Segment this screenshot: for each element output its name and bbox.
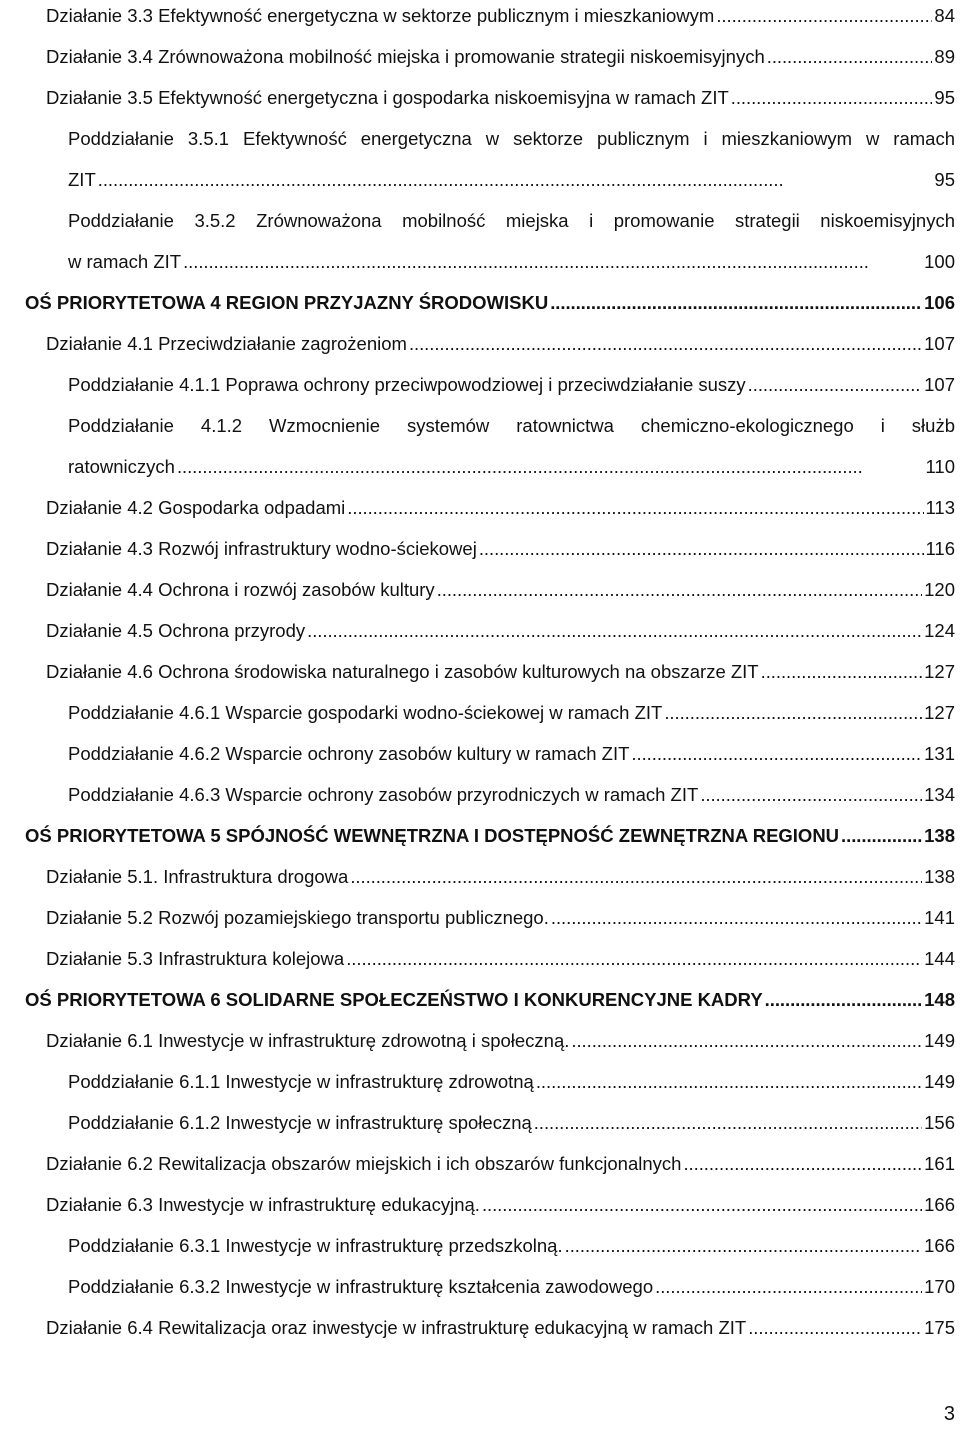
toc-entry-line (46, 84, 955, 112)
toc-entry-line (68, 1232, 955, 1260)
toc-entry-title: w ramach ZIT (68, 251, 182, 272)
toc-entry[interactable] (0, 576, 960, 608)
toc-entry-page: 100 (924, 251, 955, 272)
dot-leader (716, 2, 932, 30)
toc-entry[interactable] (0, 699, 960, 731)
toc-entry-line (46, 863, 955, 891)
toc-entry-line (46, 1150, 955, 1178)
toc-entry-page: 156 (924, 1112, 955, 1133)
toc-entry-line (68, 453, 955, 481)
toc-entry[interactable] (0, 43, 960, 75)
toc-entry-line (46, 1027, 955, 1055)
dot-leader (307, 617, 922, 645)
toc-entry-line (46, 43, 955, 71)
toc-entry-title-line1: Poddziałanie 4.1.2 Wzmocnienie systemów ratownictwa chemiczno-ekologicznego i służb (68, 415, 955, 436)
toc-entry-title: Działanie 6.4 Rewitalizacja oraz inwestycje w infrastrukturę edukacyjną w ramach ZIT (46, 1317, 747, 1338)
dot-leader (731, 84, 933, 112)
toc-entry-page: 120 (924, 579, 955, 600)
dot-leader (631, 740, 922, 768)
dot-leader (748, 1314, 922, 1342)
toc-entry-page: 149 (924, 1071, 955, 1092)
toc-entry[interactable] (0, 1027, 960, 1059)
toc-entry-page: 95 (934, 87, 955, 108)
toc-entry-title: Działanie 5.3 Infrastruktura kolejowa (46, 948, 345, 969)
toc-entry-page: 148 (924, 989, 955, 1010)
toc-entry[interactable] (0, 1150, 960, 1182)
toc-entry[interactable] (0, 740, 960, 772)
toc-entry-title: OŚ PRIORYTETOWA 4 REGION PRZYJAZNY ŚRODOWISKU (25, 292, 549, 313)
toc-entry-line (46, 1314, 955, 1342)
toc-entry-title: ratowniczych (68, 456, 175, 477)
dot-leader (177, 453, 924, 481)
toc-entry-title: Poddziałanie 4.1.1 Poprawa ochrony przeciwpowodziowej i przeciwdziałanie suszy (68, 374, 746, 395)
toc-entry-page: 110 (925, 456, 955, 477)
dot-leader (479, 535, 924, 563)
dot-leader (761, 658, 923, 686)
toc-entry-line (46, 617, 955, 645)
toc-entry-title: Działanie 4.4 Ochrona i rozwój zasobów kultury (46, 579, 435, 600)
toc-entry-line (68, 740, 955, 768)
dot-leader (350, 863, 922, 891)
toc-entry[interactable] (0, 945, 960, 977)
toc-entry-line (46, 494, 955, 522)
toc-entry-page: 144 (924, 948, 955, 969)
toc-entry-title: OŚ PRIORYTETOWA 5 SPÓJNOŚĆ WEWNĘTRZNA I DOSTĘPNOŚĆ ZEWNĘTRZNA REGIONU (25, 825, 840, 846)
toc-entry-page: 161 (924, 1153, 955, 1174)
dot-leader (536, 1068, 922, 1096)
toc-entry[interactable] (0, 781, 960, 813)
toc-entry-page: 107 (924, 374, 955, 395)
toc-entry-title: Działanie 4.2 Gospodarka odpadami (46, 497, 346, 518)
toc-entry-page: 149 (924, 1030, 955, 1051)
toc-entry[interactable] (0, 412, 960, 477)
toc-entry[interactable] (0, 1191, 960, 1223)
dot-leader (765, 986, 922, 1014)
toc-entry-line (25, 289, 955, 317)
toc-entry-line (68, 1068, 955, 1096)
toc-entry-page: 106 (924, 292, 955, 313)
dot-leader (571, 1027, 922, 1055)
toc-entry[interactable] (0, 1109, 960, 1141)
toc-entry-page: 138 (924, 825, 955, 846)
dot-leader (683, 1150, 922, 1178)
toc-entry-title: Działanie 3.3 Efektywność energetyczna w sektorze publicznym i mieszkaniowym (46, 5, 715, 26)
dot-leader (767, 43, 933, 71)
toc-entry[interactable] (0, 617, 960, 649)
toc-entry-title: Działanie 6.2 Rewitalizacja obszarów miejskich i ich obszarów funkcjonalnych (46, 1153, 682, 1174)
toc-entry-line (25, 822, 955, 850)
page-number: 3 (943, 1403, 955, 1425)
toc-entry[interactable] (0, 863, 960, 895)
dot-leader (550, 289, 922, 317)
toc-entry-title: Poddziałanie 6.1.1 Inwestycje w infrastrukturę zdrowotną (68, 1071, 534, 1092)
toc-entry-title: Działanie 4.5 Ochrona przyrody (46, 620, 306, 641)
toc-entry-title: OŚ PRIORYTETOWA 6 SOLIDARNE SPOŁECZEŃSTWO I KONKURENCYJNE KADRY (25, 989, 763, 1010)
toc-entry[interactable] (0, 1232, 960, 1264)
toc-entry-line (68, 781, 955, 809)
toc-entry[interactable] (0, 494, 960, 526)
toc-entry-page: 95 (934, 169, 955, 190)
toc-entry-line (46, 330, 955, 358)
toc-entry-page: 166 (924, 1194, 955, 1215)
toc-entry[interactable] (0, 535, 960, 567)
toc-entry-title: ZIT (68, 169, 96, 190)
toc-entry-title: Działanie 4.1 Przeciwdziałanie zagrożeniom (46, 333, 407, 354)
toc-entry[interactable] (0, 330, 960, 362)
toc-entry-page: 127 (924, 702, 955, 723)
toc-entry[interactable] (0, 84, 960, 116)
toc-entry-title: Działanie 6.1 Inwestycje w infrastrukturę zdrowotną i społeczną. (46, 1030, 570, 1051)
toc-entry-line (46, 945, 955, 973)
toc-entry-title-line1: Poddziałanie 3.5.2 Zrównoważona mobilność miejska i promowanie strategii niskoemisyjnych (68, 210, 955, 231)
toc-entry-line (25, 986, 955, 1014)
toc-entry[interactable] (0, 125, 960, 190)
dot-leader (482, 1191, 922, 1219)
toc-entry-title: Poddziałanie 4.6.1 Wsparcie gospodarki wodno-ściekowej w ramach ZIT (68, 702, 663, 723)
dot-leader (534, 1109, 922, 1137)
toc-entry-line (68, 699, 955, 727)
toc-entry-page: 124 (924, 620, 955, 641)
toc-entry-page: 170 (924, 1276, 955, 1297)
toc-entry-title: Działanie 6.3 Inwestycje w infrastrukturę edukacyjną. (46, 1194, 480, 1215)
dot-leader (551, 904, 922, 932)
toc-entry[interactable] (0, 289, 960, 321)
toc-entry[interactable] (0, 1273, 960, 1305)
dot-leader (183, 248, 922, 276)
dot-leader (700, 781, 922, 809)
dot-leader (409, 330, 922, 358)
toc-entry-page: 89 (934, 46, 955, 67)
toc-entry-page: 107 (924, 333, 955, 354)
toc-entry-title: Poddziałanie 6.1.2 Inwestycje w infrastrukturę społeczną (68, 1112, 532, 1133)
toc-entry-line (68, 371, 955, 399)
toc-entry-line (68, 166, 955, 194)
toc-entry-title: Poddziałanie 4.6.3 Wsparcie ochrony zasobów przyrodniczych w ramach ZIT (68, 784, 699, 805)
dot-leader (748, 371, 922, 399)
toc-entry-title: Działanie 3.5 Efektywność energetyczna i gospodarka niskoemisyjna w ramach ZIT (46, 87, 729, 108)
toc-entry-title: Działanie 3.4 Zrównoważona mobilność miejska i promowanie strategii niskoemisyjnych (46, 46, 765, 67)
toc-entry-title: Działanie 4.3 Rozwój infrastruktury wodno-ściekowej (46, 538, 477, 559)
toc-entry-line (46, 2, 955, 30)
toc-entry-title: Działanie 5.2 Rozwój pozamiejskiego transportu publicznego. (46, 907, 549, 928)
dot-leader (98, 166, 933, 194)
toc-entry[interactable] (0, 371, 960, 403)
toc-entry[interactable] (0, 1314, 960, 1346)
toc-entry-page: 166 (924, 1235, 955, 1256)
toc-entry-page: 131 (924, 743, 955, 764)
dot-leader (565, 1232, 923, 1260)
toc-entry[interactable] (0, 658, 960, 690)
toc-entry[interactable] (0, 986, 960, 1018)
toc-entry[interactable] (0, 822, 960, 854)
toc-entry[interactable] (0, 207, 960, 272)
dot-leader (841, 822, 922, 850)
dot-leader (437, 576, 922, 604)
toc-entry-line (46, 535, 955, 563)
toc-entry-title: Działanie 5.1. Infrastruktura drogowa (46, 866, 349, 887)
toc-entry-title: Działanie 4.6 Ochrona środowiska naturalnego i zasobów kulturowych na obszarze ZIT (46, 661, 759, 682)
toc-entry-title: Poddziałanie 6.3.2 Inwestycje w infrastrukturę kształcenia zawodowego (68, 1276, 654, 1297)
dot-leader (346, 945, 922, 973)
toc-entry-page: 116 (925, 538, 955, 559)
toc-entry-line (68, 248, 955, 276)
toc-entry-page: 175 (924, 1317, 955, 1338)
toc-entry-title: Poddziałanie 6.3.1 Inwestycje w infrastrukturę przedszkolną. (68, 1235, 563, 1256)
toc-entry-page: 134 (924, 784, 955, 805)
toc-entry[interactable] (0, 2, 960, 34)
toc-entry-page: 141 (924, 907, 955, 928)
toc-entry-line (46, 658, 955, 686)
toc-entry-line (46, 1191, 955, 1219)
toc-entry-page: 138 (924, 866, 955, 887)
toc-entry-line (68, 1273, 955, 1301)
dot-leader (347, 494, 923, 522)
toc-entry-title: Poddziałanie 4.6.2 Wsparcie ochrony zasobów kultury w ramach ZIT (68, 743, 630, 764)
toc-entry-page: 127 (924, 661, 955, 682)
toc-entry-title-line1: Poddziałanie 3.5.1 Efektywność energetyczna w sektorze publicznym i mieszkaniowym w ramach (68, 128, 955, 149)
toc-entry[interactable] (0, 904, 960, 936)
toc-entry-line (46, 576, 955, 604)
toc-entry-line (46, 904, 955, 932)
toc-entry-page: 84 (934, 5, 955, 26)
toc-entry-page: 113 (925, 497, 955, 518)
dot-leader (655, 1273, 922, 1301)
toc-entry[interactable] (0, 1068, 960, 1100)
dot-leader (664, 699, 922, 727)
toc-entry-line (68, 1109, 955, 1137)
